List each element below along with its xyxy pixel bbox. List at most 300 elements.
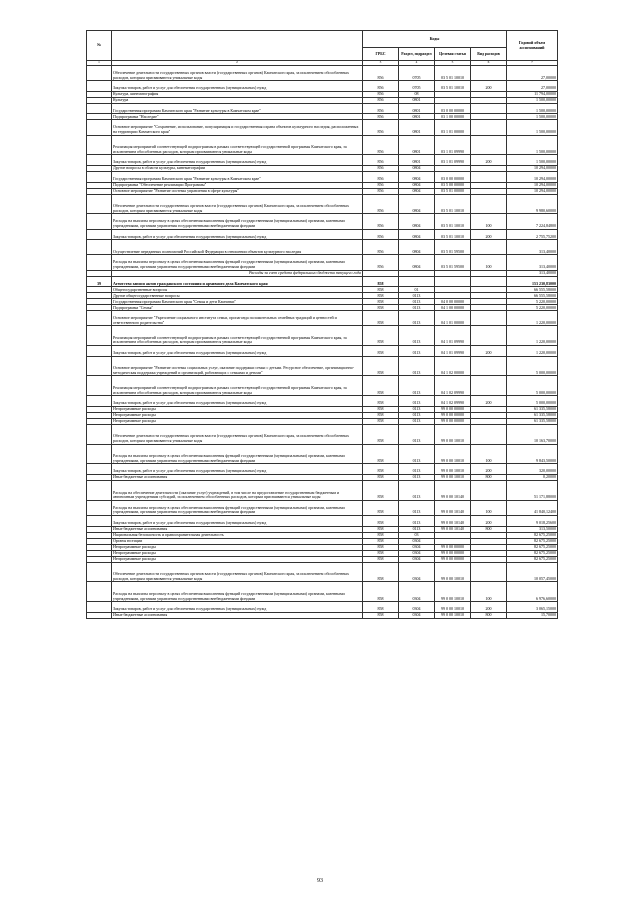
row-amount: 15,70000 (507, 612, 558, 618)
row-name: Государственная программа Камчатского края "Развитие культуры в Камчатском крае" (112, 171, 363, 182)
row-section: 0804 (399, 165, 435, 171)
row-section: 0804 (399, 171, 435, 182)
row-target-article: 03 5 01 59500 (435, 240, 471, 255)
row-section: 0304 (399, 582, 435, 602)
row-section: 0113 (399, 418, 435, 424)
row-section: 0804 (399, 188, 435, 194)
row-number (87, 103, 112, 114)
row-grbs: 858 (363, 538, 399, 544)
row-target-article: 03 5 01 10010 (435, 81, 471, 92)
row-name: Национальная безопасность и правоохранительная деятельность (112, 532, 363, 538)
row-target-article: 04 1 02 09990 (435, 396, 471, 407)
col-index: 3 (363, 61, 399, 66)
row-amount: 66 555,58000 (507, 287, 558, 293)
table-row (87, 516, 558, 527)
row-amount: 313,40000 (507, 270, 558, 276)
row-section: 0113 (399, 356, 435, 376)
table-row (87, 562, 558, 582)
row-grbs: 858 (363, 532, 399, 538)
row-expense-type: 200 (471, 81, 507, 92)
row-name: Подпрограмма "Семья" (112, 305, 363, 311)
table-row (87, 255, 558, 270)
row-name: Другие общегосударственные вопросы (112, 293, 363, 299)
row-number (87, 464, 112, 475)
row-section: 0113 (399, 464, 435, 475)
row-name: Закупка товаров, работ и услуг для обеспечения государственных (муниципальных) нужд (112, 229, 363, 240)
row-expense-type: 100 (471, 214, 507, 229)
col-expense-type-header: Вид расходов (471, 48, 507, 61)
row-name: Реализация мероприятий соответствующей подпрограммы в рамках соответствующей государственной программы Камчатского края, за исключением обособленных расходов, которым присваиваются уникальные коды (112, 376, 363, 396)
row-grbs: 858 (363, 526, 399, 532)
row-grbs: 858 (363, 475, 399, 481)
row-name: Непрограммные расходы (112, 544, 363, 550)
row-amount: 5 220,00000 (507, 305, 558, 311)
row-name: Расходы на выплаты персоналу в целях обеспечения выполнения функций государственными (муниципальными) органами, казенными учреждениями, органами управления государственными внебюджетными фондами (112, 444, 363, 464)
col-index: 4 (399, 61, 435, 66)
row-number (87, 481, 112, 501)
row-amount: 82 675,25000 (507, 544, 558, 550)
row-expense-type: 800 (471, 475, 507, 481)
row-name: Иные бюджетные ассигнования (112, 475, 363, 481)
row-section: 0804 (399, 229, 435, 240)
row-name: Расходы на выплаты персоналу в целях обеспечения выполнения функций государственными (муниципальными) органами, казенными учреждениями, органами управления государственными внебюджетными фондами (112, 500, 363, 515)
row-section: 0304 (399, 550, 435, 556)
row-number (87, 194, 112, 214)
row-grbs: 856 (363, 188, 399, 194)
table-row (87, 500, 558, 515)
col-index: 5 (435, 61, 471, 66)
row-amount: 5 000,00000 (507, 356, 558, 376)
row-section: 0304 (399, 538, 435, 544)
row-number (87, 311, 112, 326)
row-grbs: 856 (363, 182, 399, 188)
row-grbs: 856 (363, 214, 399, 229)
row-name: Другие вопросы в области культуры, кинематографии (112, 165, 363, 171)
table-row (87, 481, 558, 501)
row-name: Осуществление переданных полномочий Российской Федерации в отношении объектов культурного наследия (112, 240, 363, 255)
row-grbs: 858 (363, 356, 399, 376)
row-grbs: 858 (363, 406, 399, 412)
row-amount: 1 500,00000 (507, 114, 558, 120)
row-name: Обеспечение деятельности государственных органов власти (государственных органов) Камчатского края, за исключением обособленных расходов, которым присваиваются уникальные коды (112, 424, 363, 444)
row-expense-type (471, 171, 507, 182)
row-section: 0304 (399, 602, 435, 613)
row-grbs: 858 (363, 582, 399, 602)
row-target-article: 03 5 01 10010 (435, 66, 471, 81)
row-grbs: 858 (363, 544, 399, 550)
row-grbs: 856 (363, 194, 399, 214)
row-name: Закупка товаров, работ и услуг для обеспечения государственных (муниципальных) нужд (112, 516, 363, 527)
row-target-article: 99 0 00 10010 (435, 475, 471, 481)
row-target-article: 03 1 01 09990 (435, 155, 471, 166)
row-name: Непрограммные расходы (112, 556, 363, 562)
row-number (87, 155, 112, 166)
row-grbs: 858 (363, 299, 399, 305)
row-section: 0804 (399, 182, 435, 188)
row-name: Обеспечение деятельности государственных органов власти (государственных органов) Камчатского края, за исключением обособленных расходов, которым присваиваются уникальные коды (112, 66, 363, 81)
row-name: Закупка товаров, работ и услуг для обеспечения государственных (муниципальных) нужд (112, 464, 363, 475)
row-amount: 2 755,75200 (507, 229, 558, 240)
row-target-article: 99 0 00 10010 (435, 582, 471, 602)
row-name: Непрограммные расходы (112, 412, 363, 418)
row-number (87, 444, 112, 464)
row-section: 0304 (399, 612, 435, 618)
col-index: 1 (87, 61, 112, 66)
row-grbs: 858 (363, 612, 399, 618)
table-row (87, 66, 558, 81)
row-target-article: 03 5 01 59500 (435, 255, 471, 270)
row-number (87, 424, 112, 444)
table-row (87, 582, 558, 602)
row-number (87, 602, 112, 613)
row-name: Расходы на выплаты персоналу в целях обеспечения выполнения функций государственными (муниципальными) органами, казенными учреждениями, органами управления государственными внебюджетными фондами (112, 255, 363, 270)
row-amount: 51 171,88000 (507, 481, 558, 501)
row-grbs: 856 (363, 120, 399, 135)
row-section: 0705 (399, 81, 435, 92)
row-grbs: 858 (363, 346, 399, 357)
col-index: 6 (471, 61, 507, 66)
row-grbs: 858 (363, 396, 399, 407)
row-amount: 320,00000 (507, 464, 558, 475)
row-target-article (435, 276, 471, 287)
row-expense-type (471, 120, 507, 135)
row-target-article: 04 1 01 00000 (435, 311, 471, 326)
row-target-article: 03 0 00 00000 (435, 103, 471, 114)
row-amount: 66 555,58000 (507, 293, 558, 299)
row-section: 0801 (399, 135, 435, 155)
row-expense-type (471, 66, 507, 81)
row-grbs: 856 (363, 114, 399, 120)
row-expense-type: 200 (471, 396, 507, 407)
col-amount-header: Годовой объем ассигнований (507, 31, 558, 61)
row-section: 03 (399, 532, 435, 538)
row-name: Закупка товаров, работ и услуг для обеспечения государственных (муниципальных) нужд (112, 602, 363, 613)
row-amount: 9 843,50000 (507, 444, 558, 464)
table-row (87, 311, 558, 326)
row-target-article: 04 1 02 09990 (435, 376, 471, 396)
row-expense-type: 200 (471, 602, 507, 613)
row-name: Подпрограмма "Наследие" (112, 114, 363, 120)
row-amount: 10 294,00000 (507, 171, 558, 182)
row-number (87, 346, 112, 357)
row-amount: 82 675,25000 (507, 532, 558, 538)
table-row (87, 229, 558, 240)
row-amount: 1 220,00000 (507, 346, 558, 357)
row-target-article: 03 5 01 10010 (435, 214, 471, 229)
row-grbs: 858 (363, 305, 399, 311)
row-expense-type: 200 (471, 516, 507, 527)
row-amount: 61 335,58000 (507, 406, 558, 412)
row-grbs: 858 (363, 424, 399, 444)
row-grbs: 858 (363, 550, 399, 556)
table-row (87, 346, 558, 357)
row-amount: 9 980,60000 (507, 194, 558, 214)
row-amount: 0,20000 (507, 475, 558, 481)
row-number (87, 120, 112, 135)
row-expense-type: 100 (471, 500, 507, 515)
row-section: 0804 (399, 240, 435, 255)
row-amount: 1 500,00000 (507, 103, 558, 114)
row-grbs: 856 (363, 81, 399, 92)
row-number (87, 135, 112, 155)
row-target-article: 99 0 00 00000 (435, 412, 471, 418)
row-expense-type (471, 481, 507, 501)
table-row (87, 612, 558, 618)
row-amount: 1 500,00000 (507, 155, 558, 166)
row-amount: 10 163,70000 (507, 424, 558, 444)
row-grbs: 856 (363, 229, 399, 240)
row-name: Культура (112, 97, 363, 103)
row-target-article: 99 0 00 00000 (435, 556, 471, 562)
row-amount: 10 294,00000 (507, 182, 558, 188)
row-expense-type: 100 (471, 255, 507, 270)
row-target-article: 99 0 00 10140 (435, 481, 471, 501)
row-name: Расходы на обеспечение деятельности (оказание услуг) учреждений, в том числе на предоставление государственным бюджетным и автономным учреждениям субсидий, за исключением обособленных расходов, которым присваиваются уникальные коды (112, 481, 363, 501)
row-amount: 5 000,00000 (507, 376, 558, 396)
row-expense-type: 100 (471, 582, 507, 602)
row-target-article: 03 5 00 00000 (435, 182, 471, 188)
row-section: 0113 (399, 412, 435, 418)
row-section (399, 276, 435, 287)
row-section: 01 (399, 287, 435, 293)
row-target-article: 99 0 00 10140 (435, 516, 471, 527)
table-row (87, 424, 558, 444)
table-row (87, 356, 558, 376)
row-section: 0113 (399, 424, 435, 444)
row-name: Государственная программа Камчатского края "Развитие культуры в Камчатском крае" (112, 103, 363, 114)
row-target-article: 99 0 00 10140 (435, 526, 471, 532)
table-row (87, 602, 558, 613)
row-amount: 82 675,25000 (507, 550, 558, 556)
row-expense-type (471, 326, 507, 346)
row-amount: 1 500,00000 (507, 135, 558, 155)
row-target-article: 99 0 00 10010 (435, 612, 471, 618)
row-name: Основное мероприятие "Развитие системы социальных услуг, оказание поддержки семьи с детьми. Ресурсное обеспечение, организационно-методическая поддержка учреждений и организаций, работающих с семьями и детьми" (112, 356, 363, 376)
row-name: Расходы за счет средств федерального бюджета текущего года (112, 270, 363, 276)
row-amount: 1 220,00000 (507, 326, 558, 346)
row-grbs: 858 (363, 287, 399, 293)
row-section: 0113 (399, 305, 435, 311)
row-amount: 11 794,00000 (507, 91, 558, 97)
row-amount: 27,00000 (507, 66, 558, 81)
row-target-article: 99 0 00 10140 (435, 500, 471, 515)
row-name: Иные бюджетные ассигнования (112, 612, 363, 618)
row-amount: 5 000,00000 (507, 396, 558, 407)
row-amount: 3 065,15000 (507, 602, 558, 613)
row-grbs: 858 (363, 376, 399, 396)
row-grbs: 858 (363, 276, 399, 287)
row-target-article: 99 0 00 00000 (435, 418, 471, 424)
row-grbs: 858 (363, 311, 399, 326)
row-amount: 61 335,58000 (507, 418, 558, 424)
row-grbs: 856 (363, 240, 399, 255)
row-amount: 82 675,25000 (507, 556, 558, 562)
row-section: 0705 (399, 66, 435, 81)
row-target-article: 99 0 00 10010 (435, 562, 471, 582)
row-amount: 27,00000 (507, 81, 558, 92)
col-name-header (112, 31, 363, 61)
row-name: Закупка товаров, работ и услуг для обеспечения государственных (муниципальных) нужд (112, 396, 363, 407)
row-section: 0113 (399, 444, 435, 464)
row-expense-type (471, 194, 507, 214)
table-row (87, 376, 558, 396)
row-number (87, 516, 112, 527)
row-amount: 41 840,12400 (507, 500, 558, 515)
table-row (87, 240, 558, 255)
row-section: 0113 (399, 299, 435, 305)
col-number-header: № (87, 31, 112, 61)
row-expense-type (471, 311, 507, 326)
row-amount: 313,50000 (507, 526, 558, 532)
row-section: 0113 (399, 526, 435, 532)
row-grbs: 856 (363, 135, 399, 155)
row-name: Закупка товаров, работ и услуг для обеспечения государственных (муниципальных) нужд (112, 155, 363, 166)
row-grbs: 858 (363, 481, 399, 501)
row-target-article: 03 1 01 00000 (435, 120, 471, 135)
row-expense-type: 800 (471, 526, 507, 532)
budget-table (86, 30, 558, 619)
row-name: Закупка товаров, работ и услуг для обеспечения государственных (муниципальных) нужд (112, 81, 363, 92)
col-index: 2 (112, 61, 363, 66)
col-grbs-header: ГРБС (363, 48, 399, 61)
row-grbs: 858 (363, 326, 399, 346)
row-amount: 313,40000 (507, 255, 558, 270)
page-number: 93 (317, 878, 323, 884)
row-expense-type (471, 376, 507, 396)
row-grbs: 856 (363, 66, 399, 81)
row-amount: 61 335,58000 (507, 412, 558, 418)
row-section: 0113 (399, 500, 435, 515)
row-amount: 82 675,25000 (507, 538, 558, 544)
row-expense-type (471, 356, 507, 376)
row-amount: 1 220,00000 (507, 311, 558, 326)
row-target-article: 04 1 02 00000 (435, 356, 471, 376)
row-amount: 10 057,45000 (507, 562, 558, 582)
row-grbs: 856 (363, 97, 399, 103)
row-target-article: 99 0 00 10010 (435, 602, 471, 613)
row-grbs: 856 (363, 91, 399, 97)
col-index: 7 (507, 61, 558, 66)
row-name: Непрограммные расходы (112, 406, 363, 412)
row-section: 0113 (399, 481, 435, 501)
table-row (87, 464, 558, 475)
row-name: Основное мероприятие "Укрепление социального института семьи, пропаганда положительных семейных традиций и ценностей и ответственного родительства" (112, 311, 363, 326)
row-section: 0801 (399, 103, 435, 114)
row-target-article: 04 0 00 00000 (435, 299, 471, 305)
row-target-article: 03 0 00 00000 (435, 171, 471, 182)
row-section: 0804 (399, 194, 435, 214)
row-target-article: 03 5 01 10010 (435, 229, 471, 240)
codes-header: Коды (363, 31, 507, 48)
row-target-article: 04 1 01 09990 (435, 346, 471, 357)
row-number (87, 376, 112, 396)
row-section: 0304 (399, 562, 435, 582)
table-row (87, 444, 558, 464)
row-grbs: 858 (363, 516, 399, 527)
row-section: 0113 (399, 376, 435, 396)
row-grbs: 858 (363, 500, 399, 515)
row-name: Реализация мероприятий соответствующей подпрограммы в рамках соответствующей государственной программы Камчатского края, за исключением обособленных расходов, которым присваиваются уникальные коды (112, 326, 363, 346)
row-number (87, 356, 112, 376)
table-row (87, 135, 558, 155)
row-expense-type (471, 562, 507, 582)
row-target-article: 99 0 00 00000 (435, 544, 471, 550)
row-name: Реализация мероприятий соответствующей подпрограммы в рамках соответствующей государственной программы Камчатского края, за исключением обособленных расходов, которым присваиваются уникальные коды (112, 135, 363, 155)
row-name: Расходы на выплаты персоналу в целях обеспечения выполнения функций государственными (муниципальными) органами, казенными учреждениями, органами управления государственными внебюджетными фондами (112, 582, 363, 602)
table-row (87, 155, 558, 166)
row-grbs: 858 (363, 602, 399, 613)
row-amount: 1 500,00000 (507, 97, 558, 103)
row-grbs: 856 (363, 171, 399, 182)
row-number (87, 240, 112, 255)
row-number (87, 66, 112, 81)
row-section: 0304 (399, 544, 435, 550)
row-grbs: 856 (363, 103, 399, 114)
row-section: 0113 (399, 311, 435, 326)
row-section: 0804 (399, 214, 435, 229)
row-expense-type: 800 (471, 612, 507, 618)
row-number (87, 396, 112, 407)
row-name: Закупка товаров, работ и услуг для обеспечения государственных (муниципальных) нужд (112, 346, 363, 357)
col-target-header: Целевая статья (435, 48, 471, 61)
row-amount: 10 294,00000 (507, 188, 558, 194)
row-section: 0113 (399, 293, 435, 299)
table-row (87, 103, 558, 114)
row-section: 0113 (399, 475, 435, 481)
row-target-article: 03 5 01 10010 (435, 194, 471, 214)
row-amount: 6 976,60000 (507, 582, 558, 602)
table-row (87, 214, 558, 229)
row-target-article: 99 0 00 10010 (435, 424, 471, 444)
row-number (87, 81, 112, 92)
row-name: Иные бюджетные ассигнования (112, 526, 363, 532)
row-target-article: 03 5 01 00000 (435, 188, 471, 194)
table-row (87, 326, 558, 346)
row-name: Непрограммные расходы (112, 550, 363, 556)
row-number: 39 (87, 276, 112, 287)
row-target-article: 99 0 00 00000 (435, 406, 471, 412)
row-name: Государственная программа Камчатского края "Семья и дети Камчатки" (112, 299, 363, 305)
row-section: 0804 (399, 255, 435, 270)
row-amount: 5 220,00000 (507, 299, 558, 305)
row-expense-type (471, 135, 507, 155)
row-grbs: 858 (363, 412, 399, 418)
row-grbs: 856 (363, 255, 399, 270)
row-section: 0801 (399, 114, 435, 120)
row-name: Подпрограмма "Обеспечение реализации Программы" (112, 182, 363, 188)
row-target-article: 03 1 01 09990 (435, 135, 471, 155)
row-grbs: 858 (363, 562, 399, 582)
col-section-header: Раздел, подраздел (399, 48, 435, 61)
row-name: Расходы на выплаты персоналу в целях обеспечения выполнения функций государственными (муниципальными) органами, казенными учреждениями, органами управления государственными внебюджетными фондами (112, 214, 363, 229)
row-number (87, 229, 112, 240)
row-name: Культура, кинематография (112, 91, 363, 97)
row-name: Органы юстиции (112, 538, 363, 544)
row-expense-type (471, 240, 507, 255)
row-section: 0801 (399, 120, 435, 135)
table-row (87, 81, 558, 92)
row-amount: 1 500,00000 (507, 120, 558, 135)
row-expense-type (471, 424, 507, 444)
table-row (87, 120, 558, 135)
row-grbs: 856 (363, 165, 399, 171)
table-body (87, 66, 558, 619)
row-section: 0113 (399, 406, 435, 412)
row-number (87, 612, 112, 618)
row-name: Основное мероприятие "Сохранение, использование, популяризация и государственная охрана объектов культурного наследия, расположенных на территории Камчатского края" (112, 120, 363, 135)
row-amount: 153 230,83000 (507, 276, 558, 287)
row-name: Общегосударственные вопросы (112, 287, 363, 293)
